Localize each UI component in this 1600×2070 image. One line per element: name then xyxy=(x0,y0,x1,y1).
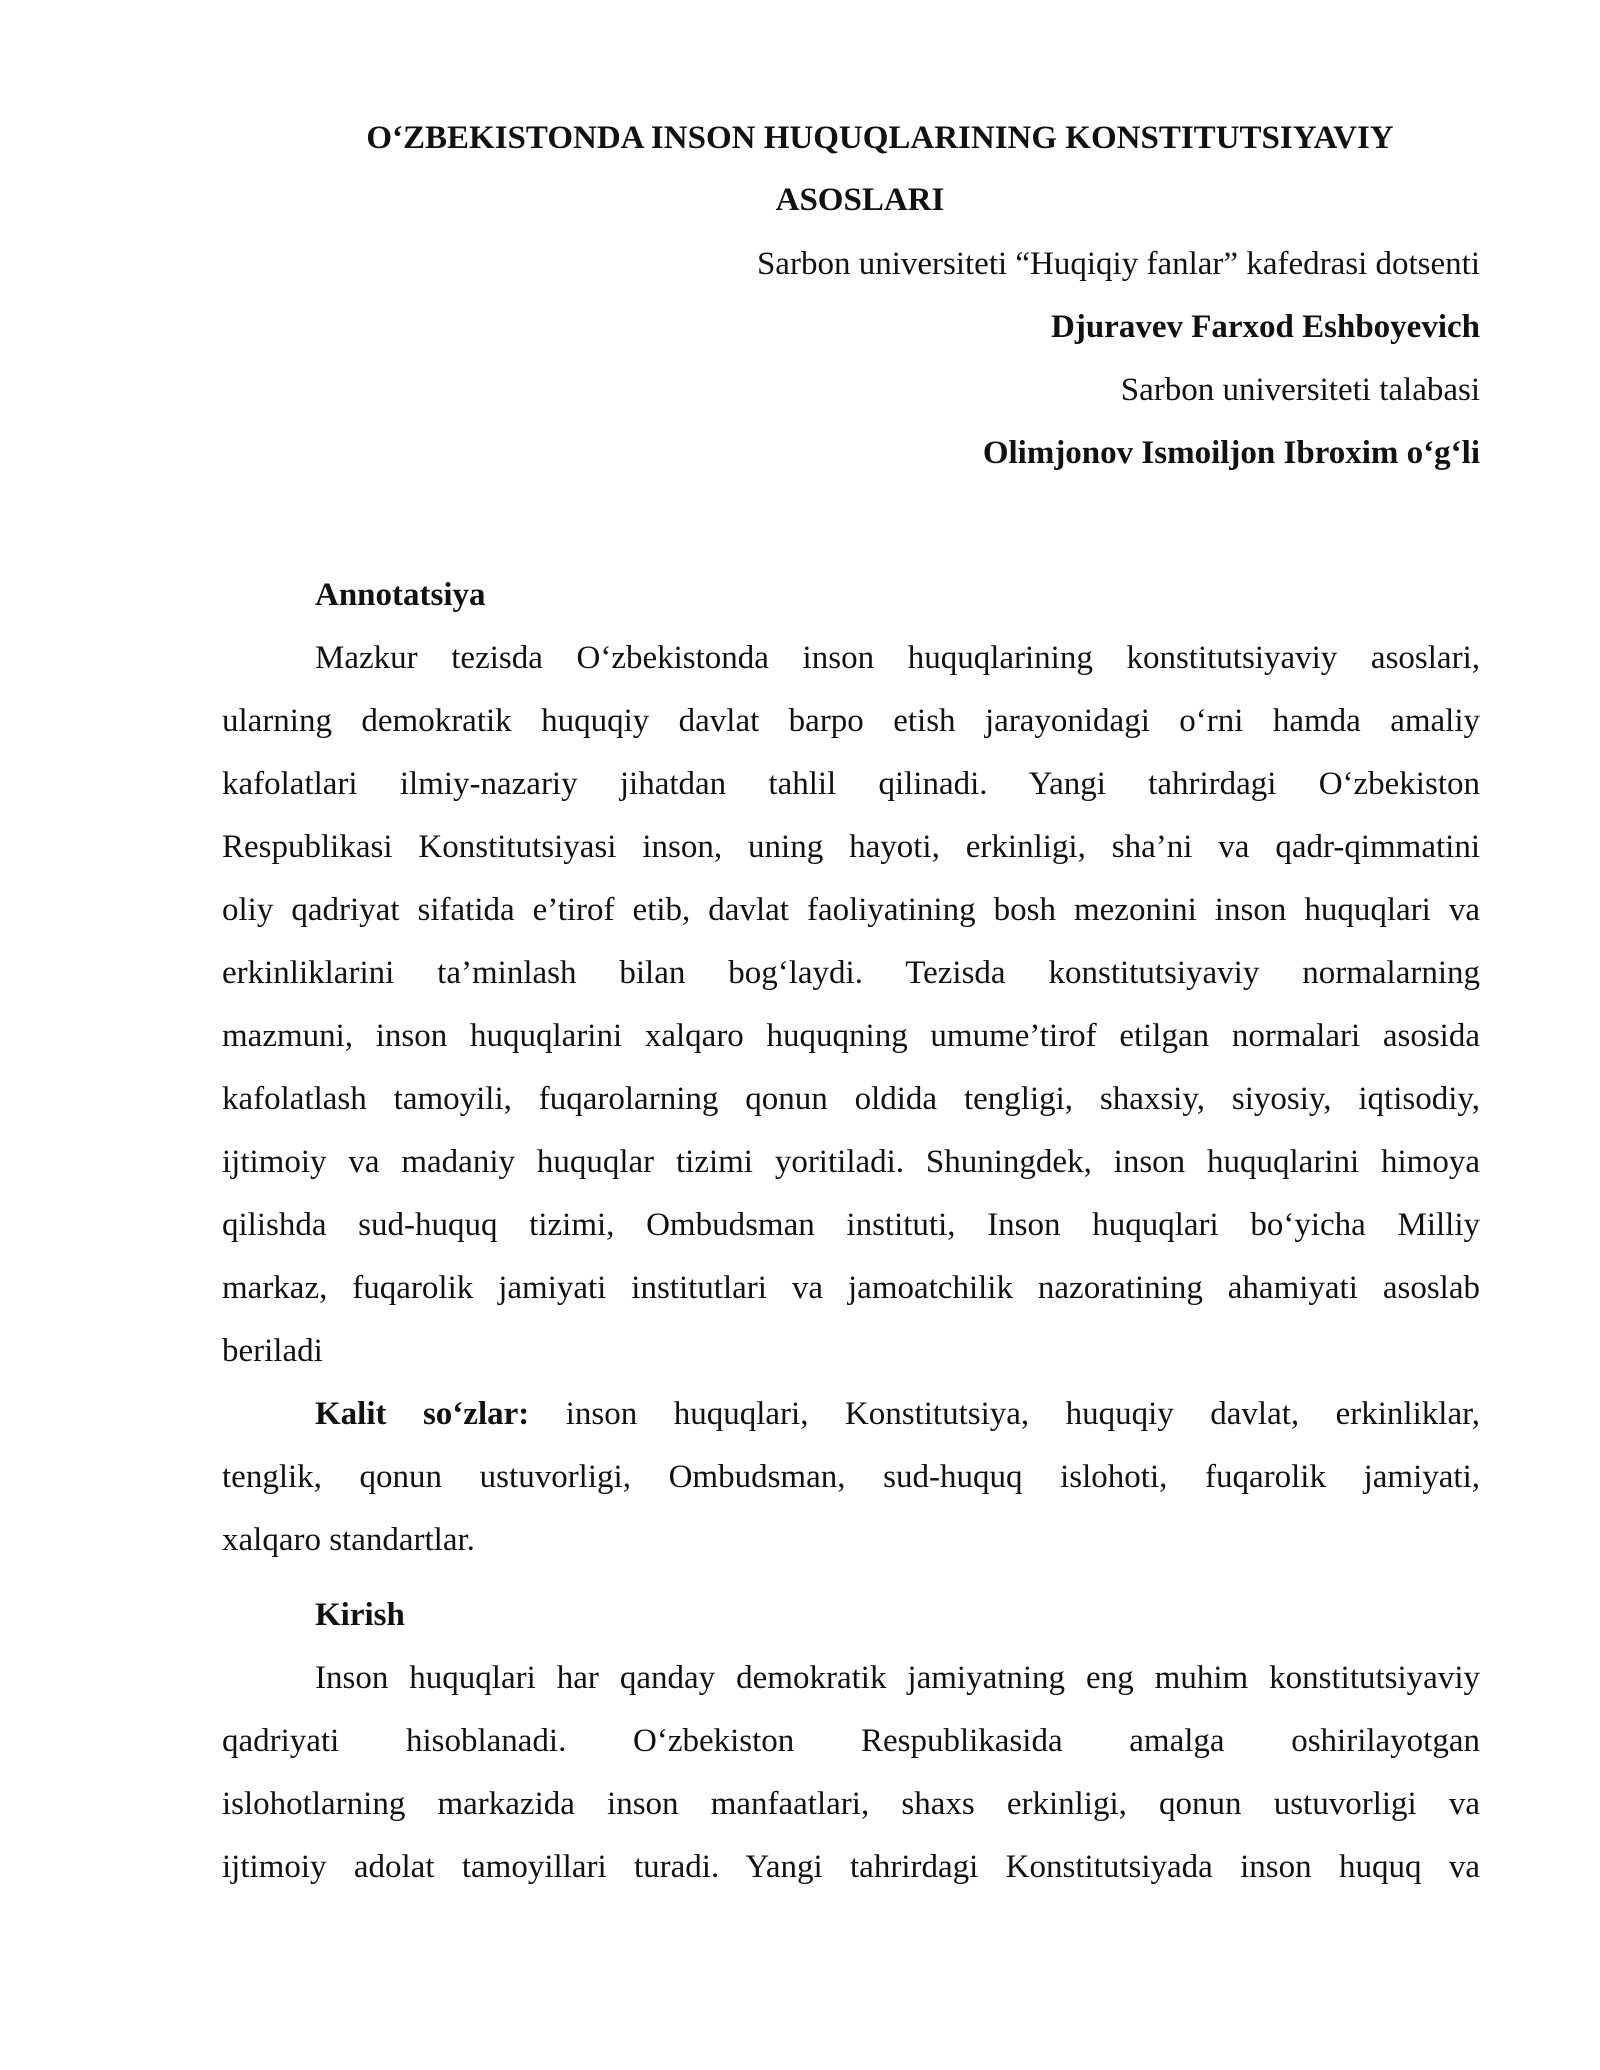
annotation-line: markaz, fuqarolik jamiyati institutlari va jamoatchilik nazoratining ahamiyati asoslab xyxy=(222,1270,1480,1306)
author-1-name: Djuravev Farxod Eshboyevich xyxy=(1051,309,1480,345)
annotation-line: beriladi xyxy=(222,1333,323,1369)
keywords-label: Kalit so‘zlar: xyxy=(315,1396,530,1432)
keywords-line-3: xalqaro standartlar. xyxy=(222,1522,475,1558)
annotation-line: ularning demokratik huquqiy davlat barpo etish jarayonidagi o‘rni hamda amaliy xyxy=(222,703,1480,739)
keywords-line-1 xyxy=(315,1394,1480,1434)
author-2-name: Olimjonov Ismoiljon Ibroxim o‘g‘li xyxy=(982,435,1480,471)
annotation-line: mazmuni, inson huquqlarini xalqaro huquqning umume’tirof etilgan normalari asosida xyxy=(222,1018,1480,1054)
introduction-line: islohotlarning markazida inson manfaatlari, shaxs erkinligi, qonun ustuvorligi va xyxy=(222,1786,1480,1822)
annotation-line: ijtimoiy va madaniy huquqlar tizimi yoritiladi. Shuningdek, inson huquqlarini himoya xyxy=(222,1144,1480,1180)
keywords-text: inson huquqlari, Konstitutsiya, huquqiy davlat, erkinliklar, xyxy=(565,1396,1480,1432)
document-title-line-1: O‘ZBEKISTONDA INSON HUQUQLARINING KONSTITUTSIYAVIY xyxy=(366,120,1394,156)
author-1-affiliation: Sarbon universiteti “Huqiqiy fanlar” kafedrasi dotsenti xyxy=(756,246,1480,282)
introduction-line: ijtimoiy adolat tamoyillari turadi. Yangi tahrirdagi Konstitutsiyada inson huquq va xyxy=(222,1849,1480,1885)
annotation-line: Respublikasi Konstitutsiyasi inson, uning hayoti, erkinligi, sha’ni va qadr-qimmatini xyxy=(222,829,1480,865)
annotation-heading: Annotatsiya xyxy=(315,577,486,613)
author-2-affiliation: Sarbon universiteti talabasi xyxy=(1120,372,1480,408)
introduction-line: qadriyati hisoblanadi. O‘zbekiston Respublikasida amalga oshirilayotgan xyxy=(222,1723,1480,1759)
annotation-line: Mazkur tezisda O‘zbekistonda inson huquqlarining konstitutsiyaviy asoslari, xyxy=(315,640,1480,676)
keywords-line-2: tenglik, qonun ustuvorligi, Ombudsman, sud-huquq islohoti, fuqarolik jamiyati, xyxy=(222,1459,1480,1495)
annotation-line: erkinliklarini ta’minlash bilan bog‘laydi. Tezisda konstitutsiyaviy normalarning xyxy=(222,955,1480,991)
document-title-line-2: ASOSLARI xyxy=(775,182,945,218)
annotation-line: qilishda sud-huquq tizimi, Ombudsman instituti, Inson huquqlari bo‘yicha Milliy xyxy=(222,1207,1480,1243)
annotation-line: kafolatlari ilmiy-nazariy jihatdan tahlil qilinadi. Yangi tahrirdagi O‘zbekiston xyxy=(222,766,1480,802)
annotation-line: kafolatlash tamoyili, fuqarolarning qonun oldida tengligi, shaxsiy, siyosiy, iqtisodiy, xyxy=(222,1081,1480,1117)
introduction-heading: Kirish xyxy=(315,1597,405,1633)
introduction-line: Inson huquqlari har qanday demokratik jamiyatning eng muhim konstitutsiyaviy xyxy=(315,1660,1480,1696)
annotation-line: oliy qadriyat sifatida e’tirof etib, davlat faoliyatining bosh mezonini inson huquqlari va xyxy=(222,892,1480,928)
